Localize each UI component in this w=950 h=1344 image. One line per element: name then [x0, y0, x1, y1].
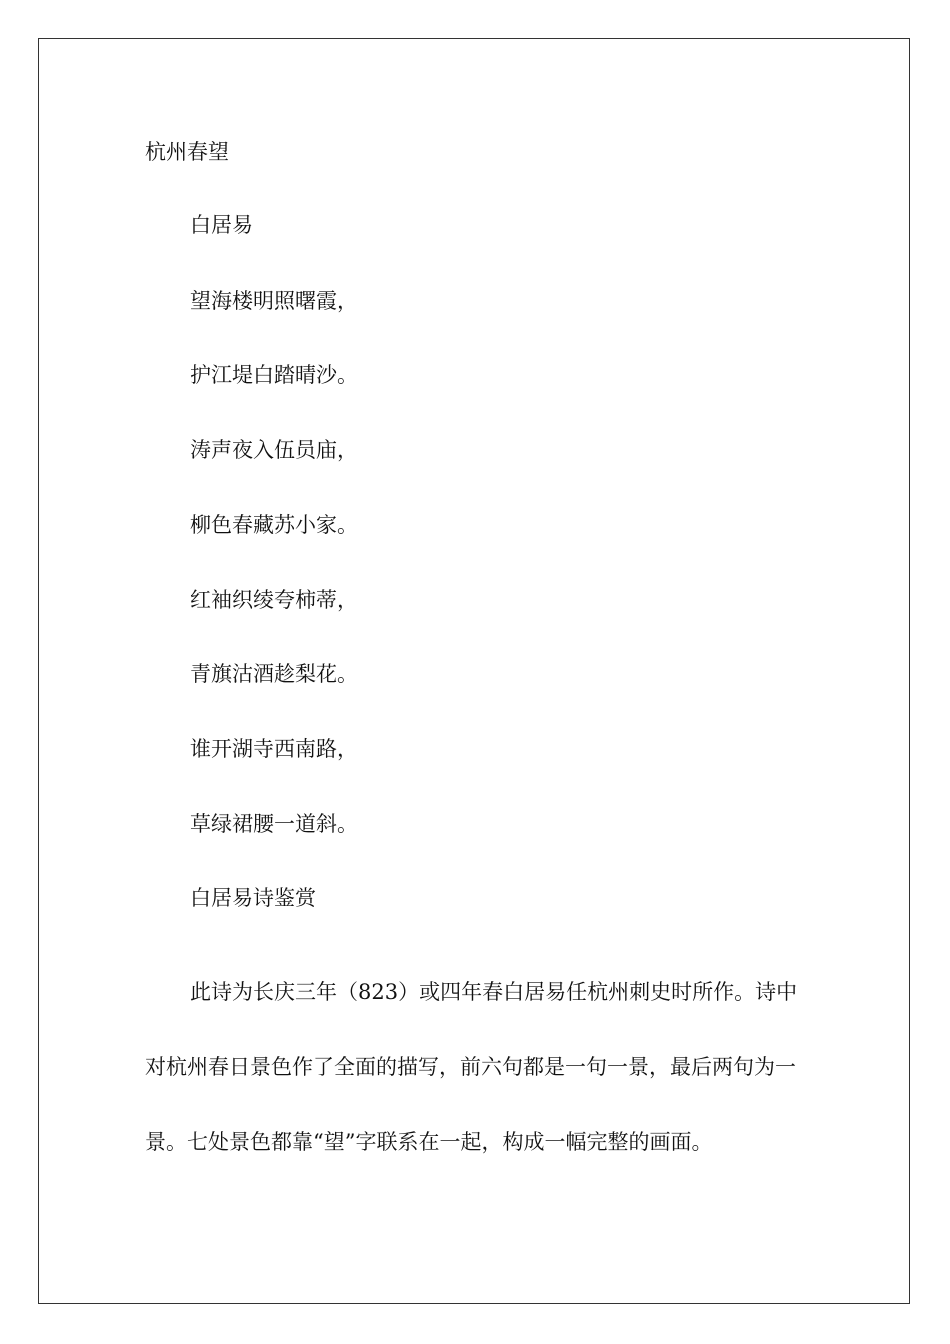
- poem-line: 青旗沽酒趁梨花。: [190, 662, 358, 686]
- poem-line: 护江堤白踏晴沙。: [190, 363, 358, 387]
- poem-line: 谁开湖寺西南路，: [190, 737, 358, 761]
- poem-title: 杭州春望: [145, 140, 229, 164]
- appreciation-paragraph: 此诗为长庆三年（823）或四年春白居易任杭州刺史时所作。诗中对杭州春日景色作了全面的描写，前六句都是一句一景，最后两句为一景。七处景色都靠“望”字联系在一起，构成一幅完整的画面。: [145, 980, 798, 1154]
- poem-line: 红袖织绫夸柿蒂，: [190, 588, 358, 612]
- poem-line: 草绿裙腰一道斜。: [190, 812, 358, 836]
- poem-author: 白居易: [190, 213, 253, 237]
- poem-line: 望海楼明照曙霞，: [190, 289, 358, 313]
- poem-line: 柳色春藏苏小家。: [190, 513, 358, 537]
- poem-line: 涛声夜入伍员庙，: [190, 438, 358, 462]
- appreciation-heading: 白居易诗鉴赏: [190, 886, 316, 910]
